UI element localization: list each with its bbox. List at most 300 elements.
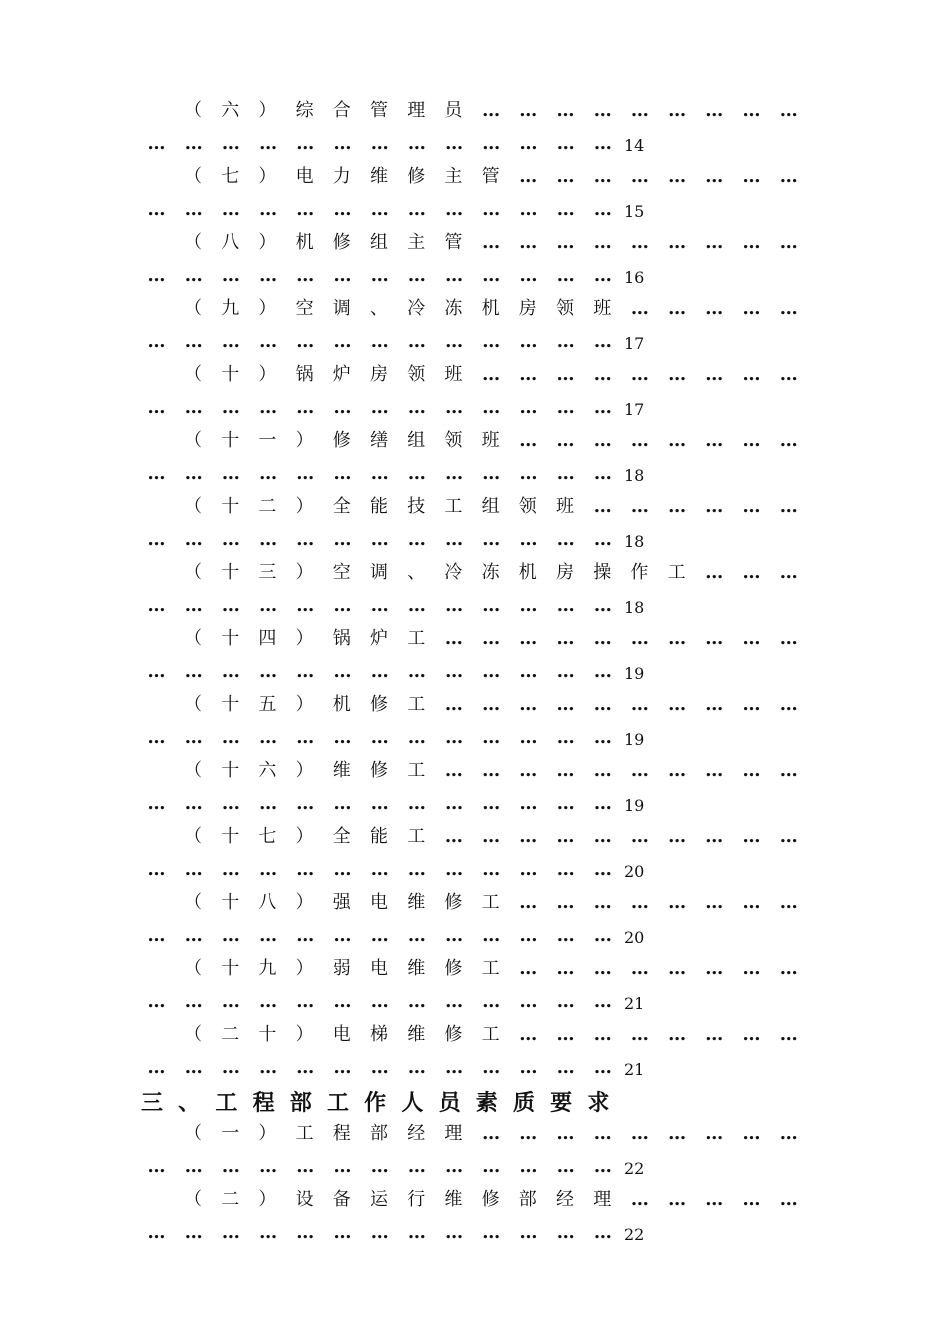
page-number: 19 (624, 796, 645, 815)
leader-dots: … (221, 991, 239, 1012)
leader-dots: … (742, 100, 760, 121)
leader-dots: … (221, 265, 239, 286)
leader-dots: … (407, 595, 425, 616)
leader-dots: … (259, 463, 277, 484)
leader-dots: … (407, 1156, 425, 1177)
leader-dots: … (556, 595, 574, 616)
title-glyph: 六 (221, 100, 240, 121)
leader-dots: … (184, 1222, 202, 1243)
page-number: 17 (624, 334, 645, 353)
leader-dots: … (519, 199, 537, 220)
leader-dots: … (705, 1123, 723, 1144)
leader-dots: … (630, 430, 648, 451)
leader-dots: … (593, 331, 611, 352)
leader-dots: … (705, 100, 723, 121)
leader-dots: … (333, 859, 351, 880)
leader-dots: … (184, 859, 202, 880)
leader-dots: … (482, 1057, 500, 1078)
toc-entry[interactable] (0, 492, 950, 522)
leader-dots: … (482, 463, 500, 484)
leader-dots: … (407, 1057, 425, 1078)
leader-dots: … (221, 1057, 239, 1078)
leader-dots: … (221, 199, 239, 220)
leader-dots: … (779, 562, 797, 583)
heading-glyph: 要 (550, 1090, 573, 1116)
leader-dots: … (444, 826, 462, 847)
page-number: 15 (624, 202, 645, 221)
leader-dots: … (742, 694, 760, 715)
leader-dots: … (779, 364, 797, 385)
title-glyph: （ (184, 232, 202, 253)
toc-entry[interactable] (0, 624, 950, 654)
leader-dots: … (519, 166, 537, 187)
page-number: 14 (624, 136, 645, 155)
title-glyph: 班 (593, 298, 612, 319)
leader-dots: … (705, 430, 723, 451)
title-glyph: 领 (407, 364, 426, 385)
leader-dots: … (556, 265, 574, 286)
leader-dots: … (593, 628, 611, 649)
leader-dots: … (147, 265, 165, 286)
title-glyph: （ (184, 1189, 202, 1210)
leader-dots: … (147, 463, 165, 484)
leader-dots: … (147, 991, 165, 1012)
title-glyph: 工 (481, 1024, 500, 1045)
leader-dots: … (593, 100, 611, 121)
leader-dots: … (259, 1156, 277, 1177)
leader-dots: … (296, 199, 314, 220)
title-glyph: 行 (407, 1189, 426, 1210)
leader-dots: … (593, 958, 611, 979)
leader-dots: … (556, 166, 574, 187)
toc-entry[interactable] (0, 228, 950, 258)
leader-dots: … (370, 397, 388, 418)
leader-dots: … (482, 331, 500, 352)
leader-dots: … (742, 1189, 760, 1210)
title-glyph: 综 (295, 100, 314, 121)
leader-dots: … (259, 661, 277, 682)
leader-dots: … (259, 397, 277, 418)
toc-entry[interactable] (0, 888, 950, 918)
title-glyph: 一 (221, 1123, 240, 1144)
page-number: 19 (624, 664, 645, 683)
toc-entry-continuation (0, 921, 950, 951)
leader-dots: … (333, 925, 351, 946)
leader-dots: … (407, 661, 425, 682)
page-number: 20 (624, 862, 645, 881)
title-glyph: 七 (221, 166, 240, 187)
leader-dots: … (482, 265, 500, 286)
leader-dots: … (556, 925, 574, 946)
leader-dots: … (296, 859, 314, 880)
leader-dots: … (370, 1156, 388, 1177)
title-glyph: （ (184, 496, 202, 517)
leader-dots: … (668, 298, 686, 319)
title-glyph: 主 (407, 232, 426, 253)
leader-dots: … (259, 1057, 277, 1078)
toc-entry[interactable] (0, 822, 950, 852)
title-glyph: 修 (370, 760, 388, 781)
title-glyph: 二 (221, 1189, 240, 1210)
leader-dots: … (593, 694, 611, 715)
leader-dots: … (593, 661, 611, 682)
leader-dots: … (147, 727, 165, 748)
toc-entry[interactable] (0, 954, 950, 984)
leader-dots: … (482, 1156, 500, 1177)
title-glyph: 冻 (444, 298, 463, 319)
toc-entry[interactable] (0, 96, 950, 126)
title-glyph: （ (184, 430, 202, 451)
leader-dots: … (556, 760, 574, 781)
leader-dots: … (221, 727, 239, 748)
leader-dots: … (184, 661, 202, 682)
title-glyph: 二 (221, 1024, 240, 1045)
leader-dots: … (519, 661, 537, 682)
leader-dots: … (705, 1024, 723, 1045)
leader-dots: … (333, 397, 351, 418)
toc-entry[interactable] (0, 426, 950, 456)
leader-dots: … (221, 133, 239, 154)
leader-dots: … (296, 133, 314, 154)
title-glyph: 力 (332, 166, 351, 187)
leader-dots: … (445, 463, 463, 484)
leader-dots: … (630, 694, 648, 715)
leader-dots: … (742, 232, 760, 253)
leader-dots: … (221, 529, 239, 550)
leader-dots: … (668, 232, 686, 253)
title-glyph: 十 (258, 1024, 277, 1045)
title-glyph: 设 (295, 1189, 314, 1210)
title-glyph: 工 (481, 892, 500, 913)
leader-dots: … (593, 1024, 611, 1045)
leader-dots: … (593, 430, 611, 451)
title-glyph: 机 (481, 298, 500, 319)
title-glyph: ） (258, 232, 277, 253)
leader-dots: … (259, 793, 277, 814)
leader-dots: … (147, 1156, 165, 1177)
leader-dots: … (593, 232, 611, 253)
toc-entry-continuation (0, 129, 950, 159)
toc-entry-continuation (0, 723, 950, 753)
leader-dots: … (779, 958, 797, 979)
title-glyph: 全 (332, 496, 351, 517)
leader-dots: … (742, 298, 760, 319)
leader-dots: … (705, 562, 723, 583)
title-glyph: 主 (444, 166, 463, 187)
leader-dots: … (742, 1123, 760, 1144)
title-glyph: 经 (407, 1123, 426, 1144)
toc-entry-continuation (0, 459, 950, 489)
leader-dots: … (221, 331, 239, 352)
leader-dots: … (742, 760, 760, 781)
leader-dots: … (742, 892, 760, 913)
leader-dots: … (296, 1057, 314, 1078)
leader-dots: … (259, 925, 277, 946)
leader-dots: … (370, 331, 388, 352)
toc-entry[interactable] (0, 294, 950, 324)
leader-dots: … (779, 100, 797, 121)
leader-dots: … (259, 265, 277, 286)
title-glyph: 冻 (481, 562, 500, 583)
toc-entry[interactable] (0, 558, 950, 588)
title-glyph: 电 (370, 958, 388, 979)
leader-dots: … (779, 892, 797, 913)
leader-dots: … (705, 232, 723, 253)
title-glyph: 管 (444, 232, 463, 253)
leader-dots: … (556, 199, 574, 220)
leader-dots: … (556, 661, 574, 682)
leader-dots: … (333, 265, 351, 286)
leader-dots: … (370, 463, 388, 484)
title-glyph: 组 (481, 496, 500, 517)
leader-dots: … (668, 1123, 686, 1144)
leader-dots: … (259, 331, 277, 352)
heading-glyph: 人 (401, 1090, 424, 1116)
leader-dots: … (407, 265, 425, 286)
leader-dots: … (370, 727, 388, 748)
title-glyph: 空 (332, 562, 351, 583)
leader-dots: … (556, 892, 574, 913)
title-glyph: 运 (370, 1189, 388, 1210)
title-glyph: 冷 (444, 562, 463, 583)
leader-dots: … (445, 1222, 463, 1243)
page-number: 21 (624, 1060, 645, 1079)
leader-dots: … (482, 826, 500, 847)
title-glyph: 修 (332, 232, 351, 253)
toc-entry[interactable] (0, 756, 950, 786)
toc-entry[interactable] (0, 162, 950, 192)
title-glyph: 八 (221, 232, 240, 253)
leader-dots: … (296, 463, 314, 484)
leader-dots: … (259, 859, 277, 880)
leader-dots: … (630, 826, 648, 847)
leader-dots: … (482, 199, 500, 220)
page-number: 18 (624, 532, 645, 551)
title-glyph: 领 (556, 298, 574, 319)
leader-dots: … (668, 826, 686, 847)
title-glyph: 技 (407, 496, 426, 517)
title-glyph: 工 (407, 628, 426, 649)
leader-dots: … (296, 1222, 314, 1243)
leader-dots: … (445, 1156, 463, 1177)
leader-dots: … (519, 826, 537, 847)
title-glyph: 工 (295, 1123, 314, 1144)
leader-dots: … (593, 892, 611, 913)
leader-dots: … (407, 925, 425, 946)
leader-dots: … (593, 1222, 611, 1243)
leader-dots: … (556, 859, 574, 880)
title-glyph: 维 (370, 166, 388, 187)
title-glyph: 领 (518, 496, 537, 517)
leader-dots: … (184, 991, 202, 1012)
leader-dots: … (556, 628, 574, 649)
leader-dots: … (147, 661, 165, 682)
leader-dots: … (482, 661, 500, 682)
leader-dots: … (184, 265, 202, 286)
leader-dots: … (444, 760, 462, 781)
leader-dots: … (147, 133, 165, 154)
leader-dots: … (668, 496, 686, 517)
leader-dots: … (259, 133, 277, 154)
leader-dots: … (779, 298, 797, 319)
leader-dots: … (482, 100, 500, 121)
toc-entry[interactable] (0, 1020, 950, 1050)
title-glyph: ） (295, 760, 314, 781)
leader-dots: … (742, 496, 760, 517)
leader-dots: … (482, 991, 500, 1012)
title-glyph: 弱 (332, 958, 351, 979)
leader-dots: … (779, 760, 797, 781)
title-glyph: 机 (332, 694, 351, 715)
leader-dots: … (296, 991, 314, 1012)
leader-dots: … (556, 1057, 574, 1078)
title-glyph: 六 (258, 760, 277, 781)
leader-dots: … (221, 925, 239, 946)
leader-dots: … (221, 1156, 239, 1177)
leader-dots: … (221, 463, 239, 484)
title-glyph: ） (295, 430, 314, 451)
leader-dots: … (779, 694, 797, 715)
leader-dots: … (296, 529, 314, 550)
leader-dots: … (184, 397, 202, 418)
title-glyph: ） (258, 364, 277, 385)
toc-entry-continuation (0, 261, 950, 291)
title-glyph: ） (295, 892, 314, 913)
title-glyph: 全 (332, 826, 351, 847)
leader-dots: … (221, 397, 239, 418)
page-number: 20 (624, 928, 645, 947)
page-number: 22 (624, 1159, 645, 1178)
leader-dots: … (556, 331, 574, 352)
title-glyph: （ (184, 1123, 202, 1144)
toc-entry[interactable] (0, 690, 950, 720)
leader-dots: … (147, 859, 165, 880)
leader-dots: … (556, 100, 574, 121)
leader-dots: … (445, 199, 463, 220)
leader-dots: … (147, 199, 165, 220)
title-glyph: 修 (370, 694, 388, 715)
title-glyph: 五 (258, 694, 277, 715)
leader-dots: … (519, 1057, 537, 1078)
title-glyph: 十 (221, 496, 240, 517)
toc-entry[interactable] (0, 1185, 950, 1215)
leader-dots: … (556, 232, 574, 253)
leader-dots: … (445, 991, 463, 1012)
leader-dots: … (184, 727, 202, 748)
heading-glyph: 工 (326, 1090, 349, 1116)
leader-dots: … (370, 595, 388, 616)
leader-dots: … (445, 793, 463, 814)
title-glyph: 十 (221, 364, 240, 385)
leader-dots: … (779, 166, 797, 187)
leader-dots: … (333, 991, 351, 1012)
title-glyph: 冷 (407, 298, 426, 319)
leader-dots: … (593, 529, 611, 550)
title-glyph: （ (184, 958, 202, 979)
leader-dots: … (184, 463, 202, 484)
title-glyph: 房 (518, 298, 537, 319)
leader-dots: … (519, 958, 537, 979)
leader-dots: … (333, 595, 351, 616)
leader-dots: … (482, 925, 500, 946)
leader-dots: … (519, 760, 537, 781)
toc-entry-continuation (0, 1218, 950, 1248)
leader-dots: … (370, 133, 388, 154)
leader-dots: … (593, 199, 611, 220)
leader-dots: … (556, 958, 574, 979)
title-glyph: 班 (481, 430, 500, 451)
leader-dots: … (519, 793, 537, 814)
title-glyph: 领 (444, 430, 463, 451)
leader-dots: … (445, 133, 463, 154)
leader-dots: … (184, 529, 202, 550)
leader-dots: … (556, 694, 574, 715)
leader-dots: … (221, 793, 239, 814)
title-glyph: 一 (258, 430, 277, 451)
leader-dots: … (556, 727, 574, 748)
page-number: 18 (624, 598, 645, 617)
leader-dots: … (333, 331, 351, 352)
leader-dots: … (184, 793, 202, 814)
title-glyph: 能 (370, 826, 388, 847)
title-glyph: ） (295, 826, 314, 847)
title-glyph: ） (258, 1189, 277, 1210)
leader-dots: … (519, 991, 537, 1012)
page-number: 17 (624, 400, 645, 419)
leader-dots: … (370, 199, 388, 220)
title-glyph: 修 (332, 430, 351, 451)
leader-dots: … (668, 760, 686, 781)
page-number: 18 (624, 466, 645, 485)
leader-dots: … (519, 232, 537, 253)
leader-dots: … (556, 529, 574, 550)
title-glyph: 十 (221, 430, 240, 451)
leader-dots: … (705, 364, 723, 385)
toc-entry-continuation (0, 855, 950, 885)
leader-dots: … (407, 859, 425, 880)
toc-entry[interactable] (0, 1119, 950, 1149)
leader-dots: … (407, 727, 425, 748)
title-glyph: （ (184, 166, 202, 187)
leader-dots: … (519, 265, 537, 286)
leader-dots: … (668, 1024, 686, 1045)
toc-entry[interactable] (0, 360, 950, 390)
leader-dots: … (519, 100, 537, 121)
title-glyph: 员 (444, 100, 463, 121)
title-glyph: 理 (444, 1123, 463, 1144)
leader-dots: … (593, 727, 611, 748)
leader-dots: … (407, 793, 425, 814)
title-glyph: （ (184, 364, 202, 385)
leader-dots: … (445, 925, 463, 946)
leader-dots: … (705, 892, 723, 913)
leader-dots: … (370, 793, 388, 814)
leader-dots: … (184, 1156, 202, 1177)
leader-dots: … (333, 1156, 351, 1177)
leader-dots: … (221, 595, 239, 616)
leader-dots: … (593, 166, 611, 187)
leader-dots: … (742, 1024, 760, 1045)
leader-dots: … (779, 826, 797, 847)
title-glyph: 十 (221, 760, 240, 781)
leader-dots: … (742, 562, 760, 583)
title-glyph: （ (184, 628, 202, 649)
toc-entry-continuation (0, 987, 950, 1017)
toc-entry-continuation (0, 1152, 950, 1182)
leader-dots: … (630, 232, 648, 253)
title-glyph: 修 (444, 1024, 463, 1045)
leader-dots: … (593, 265, 611, 286)
